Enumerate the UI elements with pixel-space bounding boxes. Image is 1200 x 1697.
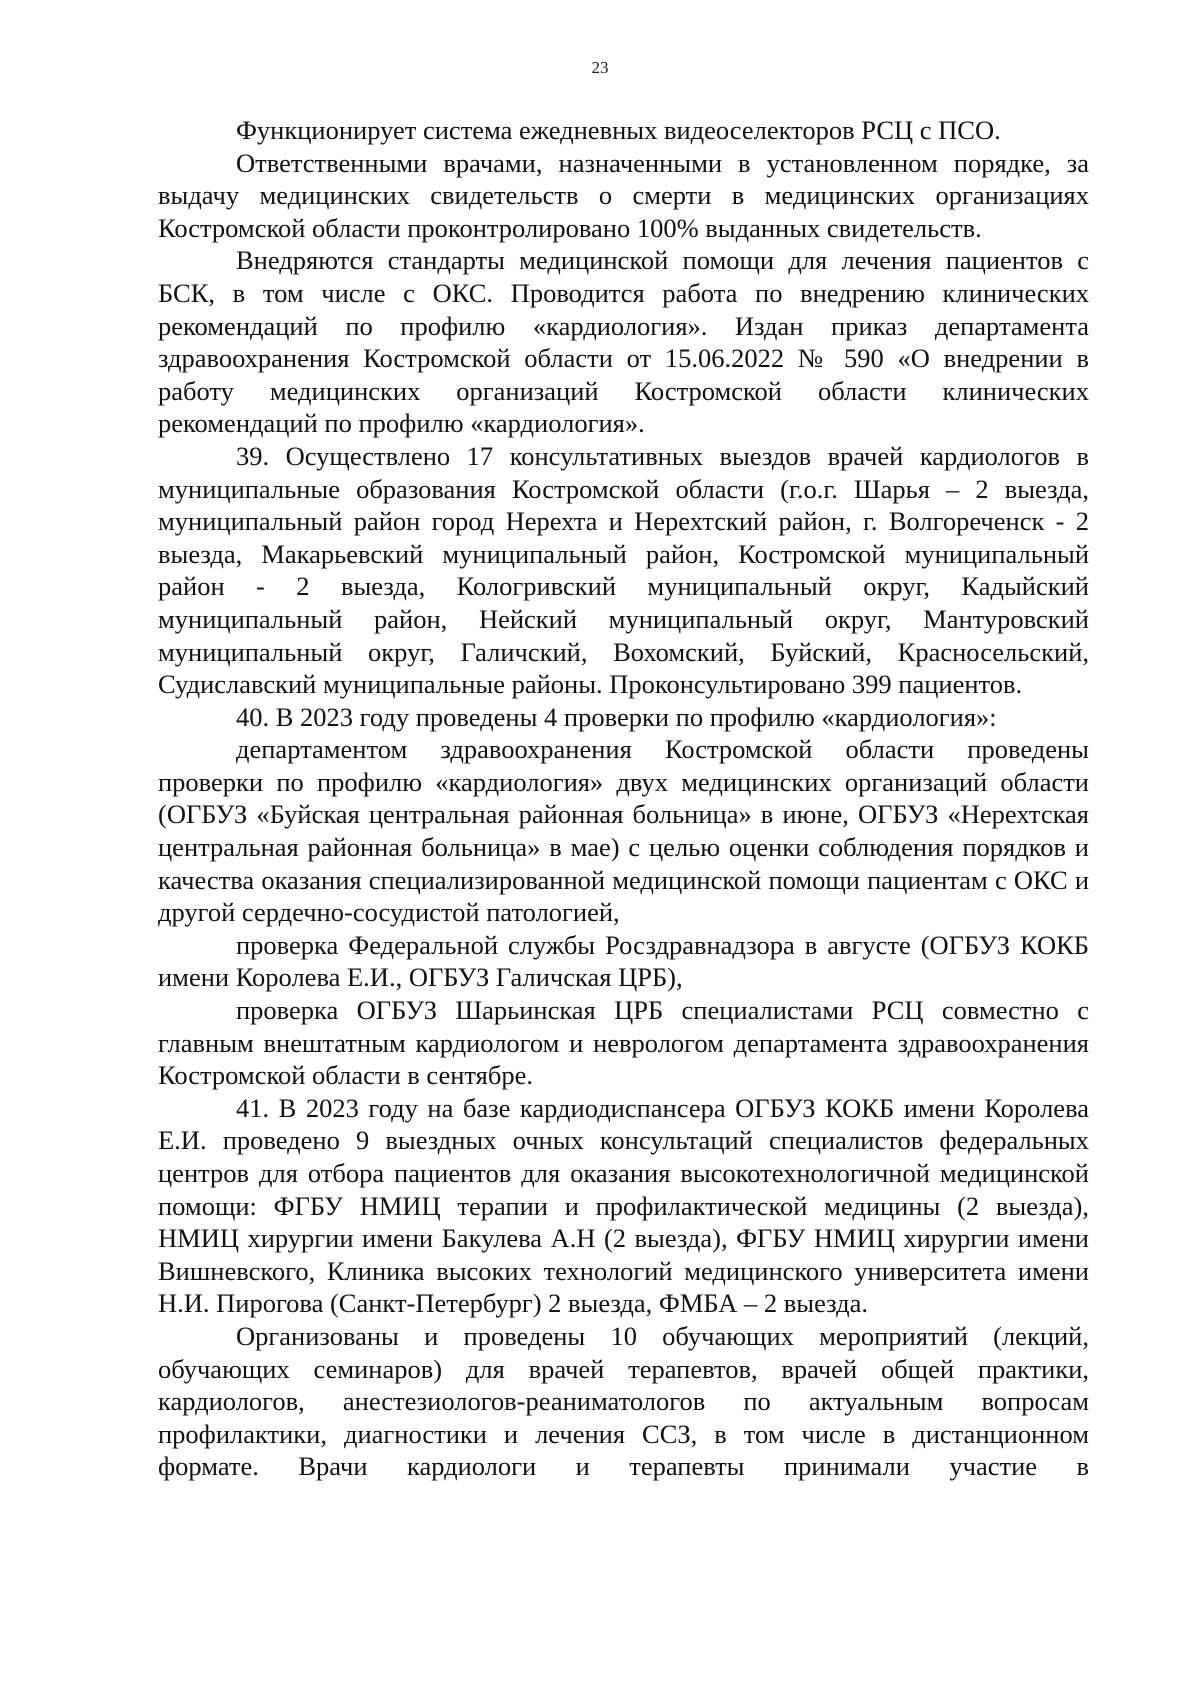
paragraph-videoselectors: Функционирует система ежедневных видеоселекторов РСЦ с ПСО. xyxy=(236,115,1001,145)
paragraph-training-events: Организованы и проведены 10 обучающих мероприятий (лекций, обучающих семинаров) для врачей терапевтов, врачей общей практики, кардиологов, анестезиологов-реаниматологов по актуальным вопросам профилактики, диагностики и лечения ССЗ, в том числе в дистанционном формате. Врачи кардиологи и терапевты принимали участие в xyxy=(158,1320,1089,1482)
paragraph-item-39: 39. Осуществлено 17 консультативных выездов врачей кардиологов в муниципальные образования Костромской области (г.о.г. Шарья – 2 выезда, муниципальный район город Нерехта и Нерехтский район, г. Волгореченск - 2 выезда, Макарьевский муниципальный район, Костромской муниципальный район - 2 выезда, Кологривский муниципальный округ, Кадыйский муниципальный район, Нейский муниципальный округ, Мантуровский муниципальный округ, Галичский, Вохомский, Буйский, Красносельский, Судиславский муниципальные районы. Проконсультировано 399 пациентов. xyxy=(158,440,1089,700)
page-number: 23 xyxy=(591,58,609,77)
document-body xyxy=(158,114,1089,1483)
paragraph-roszdravnadzor-inspection: проверка Федеральной службы Росздравнадзора в августе (ОГБУЗ КОКБ имени Королева Е.И., ОГБУЗ Галичская ЦРБ), xyxy=(158,929,1089,993)
paragraph-sharya-inspection: проверка ОГБУЗ Шарьинская ЦРБ специалистами РСЦ совместно с главным внештатным кардиологом и неврологом департамента здравоохранения Костромской области в сентябре. xyxy=(158,995,1089,1091)
paragraph-item-41: 41. В 2023 году на базе кардиодиспансера ОГБУЗ КОКБ имени Королева Е.И. проведено 9 выездных очных консультаций специалистов федеральных центров для отбора пациентов для оказания высокотехнологичной медицинской помощи: ФГБУ НМИЦ терапии и профилактической медицины (2 выезда), НМИЦ хирургии имени Бакулева А.Н (2 выезда), ФГБУ НМИЦ хирургии имени Вишневского, Клиника высоких технологий медицинского университета имени Н.И. Пирогова (Санкт-Петербург) 2 выезда, ФМБА – 2 выезда. xyxy=(158,1092,1089,1319)
paragraph-care-standards: Внедряются стандарты медицинской помощи для лечения пациентов с БСК, в том числе с ОКС. Проводится работа по внедрению клинических рекомендаций по профилю «кардиология». Издан приказ департамента здравоохранения Костромской области от 15.06.2022 № 590 «О внедрении в работу медицинских организаций Костромской области клинических рекомендаций по профилю «кардиология». xyxy=(158,245,1089,439)
paragraph-death-certificates: Ответственными врачами, назначенными в установленном порядке, за выдачу медицинских свидетельств о смерти в медицинских организациях Костромской области проконтролировано 100% выданных свидетельств. xyxy=(158,147,1089,243)
paragraph-item-40: 40. В 2023 году проведены 4 проверки по профилю «кардиология»: xyxy=(236,701,997,732)
paragraph-department-inspections: департаментом здравоохранения Костромской области проведены проверки по профилю «кардиология» двух медицинских организаций области (ОГБУЗ «Буйская центральная районная больница» в июне, ОГБУЗ «Нерехтская центральная районная больница» в мае) с целью оценки соблюдения порядков и качества оказания специализированной медицинской помощи пациентам с ОКС и другой сердечно-сосудистой патологией, xyxy=(158,734,1089,928)
